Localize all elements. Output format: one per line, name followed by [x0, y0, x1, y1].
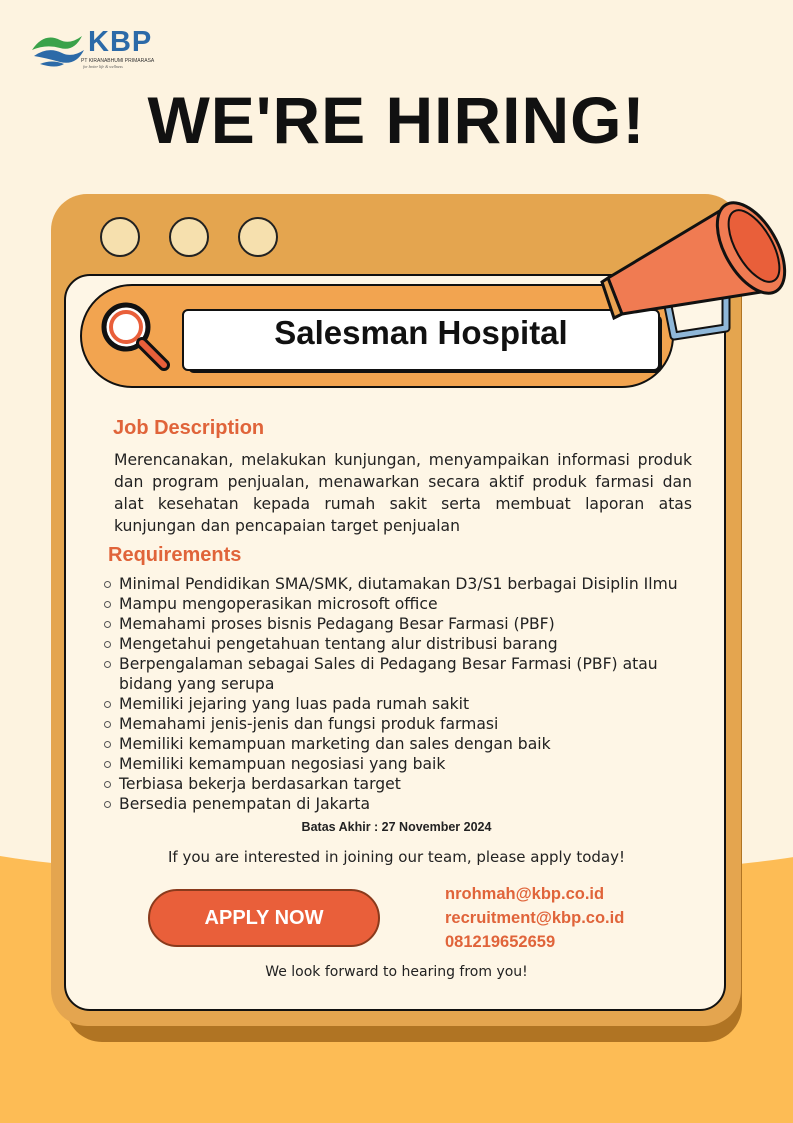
window-dot-3	[238, 217, 278, 257]
requirement-text: Memahami jenis-jenis dan fungsi produk farmasi	[119, 715, 499, 733]
requirement-item	[104, 734, 704, 754]
requirement-text: Berpengalaman sebagai Sales di Pedagang Besar Farmasi (PBF) atau bidang yang serupa	[119, 655, 658, 693]
contact-email-1[interactable]: nrohmah@kbp.co.id	[445, 885, 605, 903]
requirement-text: Memiliki kemampuan marketing dan sales dengan baik	[119, 735, 551, 753]
requirement-item	[104, 754, 704, 774]
contact-info	[445, 882, 624, 954]
requirement-item	[104, 694, 704, 714]
application-deadline: Batas Akhir : 27 November 2024	[301, 820, 492, 834]
requirement-item	[104, 634, 704, 654]
apply-invitation: If you are interested in joining our team, please apply today!	[167, 848, 626, 866]
logo-company-name: PT KIRANABHUMI PRIMARASA	[81, 58, 155, 64]
requirement-item	[104, 594, 704, 614]
bullet-icon	[104, 641, 111, 648]
requirement-item	[104, 654, 704, 694]
requirement-item	[104, 794, 704, 814]
bullet-icon	[104, 801, 111, 808]
requirement-text: Memahami proses bisnis Pedagang Besar Farmasi (PBF)	[119, 615, 555, 633]
job-title: Salesman Hospital	[274, 314, 568, 351]
kbp-logo-icon	[30, 26, 86, 70]
bullet-icon	[104, 741, 111, 748]
job-description-heading: Job Description	[113, 417, 265, 439]
requirements-heading: Requirements	[108, 544, 242, 566]
requirement-item	[104, 574, 704, 594]
logo-tagline: for better life & wellness	[83, 64, 123, 69]
contact-email-2[interactable]: recruitment@kbp.co.id	[445, 909, 625, 927]
closing-message: We look forward to hearing from you!	[265, 964, 528, 980]
requirement-text: Mengetahui pengetahuan tentang alur distribusi barang	[119, 635, 558, 653]
bullet-icon	[104, 761, 111, 768]
requirement-item	[104, 714, 704, 734]
job-description-text: Merencanakan, melakukan kunjungan, menyampaikan informasi produk dan program penjualan, menawarkan secara aktif produk farmasi dan alat kesehatan kepada rumah sakit serta membuat laporan atas kunjungan dan pencapaian target penjualan	[114, 451, 692, 535]
apply-now-button[interactable]: APPLY NOW	[148, 889, 380, 947]
bullet-icon	[104, 601, 111, 608]
requirement-item	[104, 774, 704, 794]
requirement-text: Terbiasa bekerja berdasarkan target	[119, 775, 401, 793]
bullet-icon	[104, 701, 111, 708]
hiring-headline: WE'RE HIRING!	[147, 83, 646, 157]
bullet-icon	[104, 781, 111, 788]
requirement-item	[104, 614, 704, 634]
company-logo	[30, 26, 160, 74]
requirement-text: Mampu mengoperasikan microsoft office	[119, 595, 438, 613]
logo-wordmark: KBP	[88, 26, 153, 58]
contact-phone[interactable]: 081219652659	[445, 933, 556, 951]
requirement-text: Memiliki kemampuan negosiasi yang baik	[119, 755, 446, 773]
bullet-icon	[104, 661, 111, 668]
window-dot-1	[100, 217, 140, 257]
requirement-text: Bersedia penempatan di Jakarta	[119, 795, 371, 813]
megaphone-icon	[598, 178, 793, 348]
bullet-icon	[104, 721, 111, 728]
requirements-list	[104, 574, 704, 814]
bullet-icon	[104, 581, 111, 588]
requirement-text: Minimal Pendidikan SMA/SMK, diutamakan D3/S1 berbagai Disiplin Ilmu	[119, 575, 678, 593]
window-dot-2	[169, 217, 209, 257]
magnifier-icon	[94, 295, 174, 375]
bullet-icon	[104, 621, 111, 628]
requirement-text: Memiliki jejaring yang luas pada rumah sakit	[119, 695, 470, 713]
